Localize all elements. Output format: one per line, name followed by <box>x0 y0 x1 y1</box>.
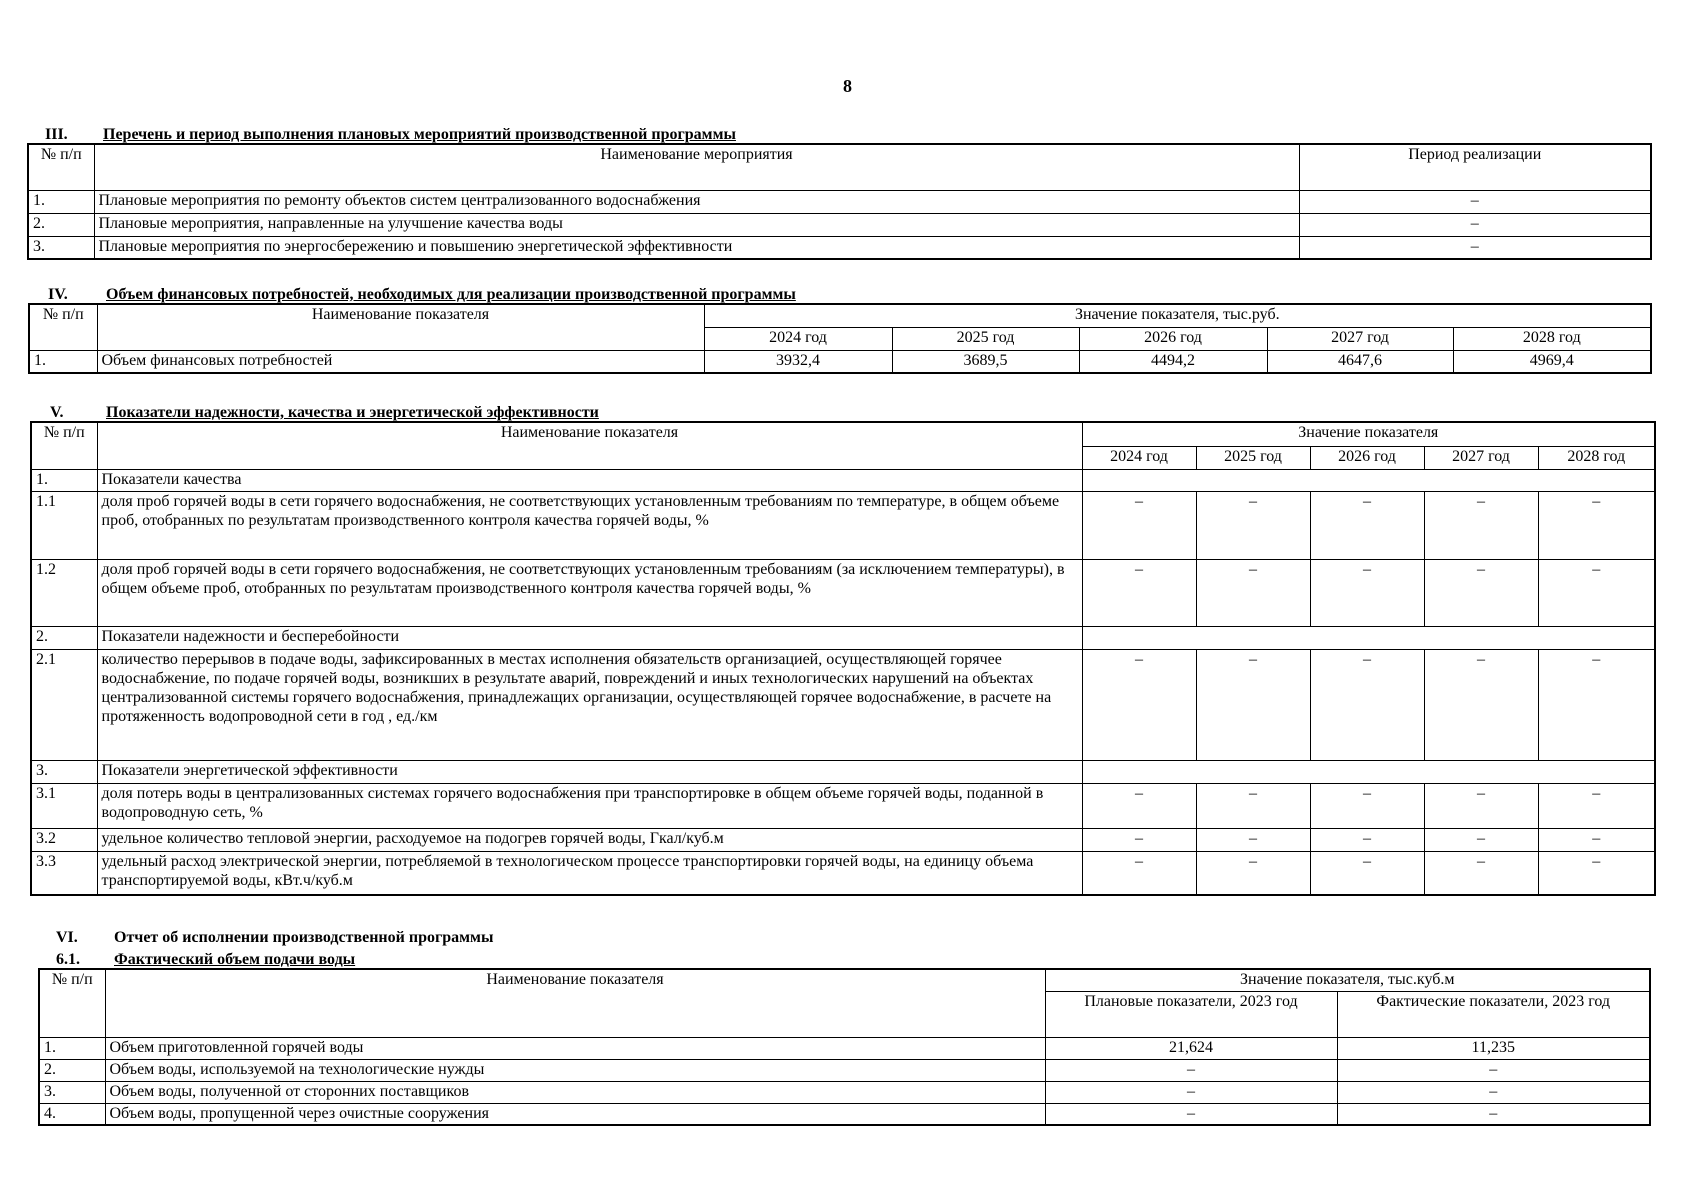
row-fact: – <box>1337 1103 1650 1125</box>
row-value: – <box>1196 783 1310 828</box>
row-num: 4. <box>39 1103 105 1125</box>
table-row <box>39 1103 1650 1125</box>
row-name: количество перерывов в подаче воды, зафиксированных в местах исполнения обязательств организацией, осуществляющей горячее водоснабжение, по подаче горячей воды, возникших в результате аварий, повреждений и иных технологических нарушений на объектах централизованной системы горячего водоснабжения, принадлежащих организации, осуществляющей горячее водоснабжение, в расчете на протяженность водопроводной сети в год , ед./км <box>97 649 1082 760</box>
table-header-row <box>28 144 1651 190</box>
row-value: – <box>1424 649 1538 760</box>
section-6-title: Отчет об исполнении производственной программы <box>114 929 494 946</box>
row-num: 2. <box>39 1059 105 1081</box>
row-period: – <box>1299 236 1651 259</box>
table-row <box>28 236 1651 259</box>
row-num: 1. <box>29 350 97 373</box>
table-row <box>39 1037 1650 1059</box>
section-6-table <box>38 968 1651 1126</box>
row-num: 3.1 <box>31 783 97 828</box>
row-value: – <box>1538 491 1655 559</box>
section-4-heading <box>48 285 796 304</box>
row-value: – <box>1310 559 1424 626</box>
col-header-year: 2026 год <box>1310 446 1424 469</box>
row-num: 1.2 <box>31 559 97 626</box>
col-header-year: 2027 год <box>1267 327 1453 350</box>
row-name: доля проб горячей воды в сети горячего водоснабжения, не соответствующих установленным требованиям по температуре, в общем объеме проб, отобранных по результатам производственного контроля качества горячей воды, % <box>97 491 1082 559</box>
row-num: 1. <box>28 190 94 213</box>
table-group-row <box>31 626 1655 649</box>
col-header-year: 2027 год <box>1424 446 1538 469</box>
table-group-row <box>31 469 1655 491</box>
row-empty <box>1082 469 1655 491</box>
row-num: 3. <box>39 1081 105 1103</box>
table-row <box>29 350 1651 373</box>
section-4-table <box>28 303 1652 374</box>
row-name: доля потерь воды в централизованных системах горячего водоснабжения при транспортировке в общем объеме горячей воды, поданной в водопроводную сеть, % <box>97 783 1082 828</box>
table-row <box>31 559 1655 626</box>
col-header-fact: Фактические показатели, 2023 год <box>1337 991 1650 1037</box>
row-value: – <box>1082 783 1196 828</box>
row-value: – <box>1310 491 1424 559</box>
row-plan: – <box>1045 1081 1337 1103</box>
col-header-year: 2028 год <box>1453 327 1651 350</box>
col-header-num: № п/п <box>28 144 94 190</box>
row-name: Плановые мероприятия, направленные на улучшение качества воды <box>94 213 1299 236</box>
row-value: – <box>1082 491 1196 559</box>
row-name: доля проб горячей воды в сети горячего водоснабжения, не соответствующих установленным требованиям (за исключением температуры), в общем объеме проб, отобранных по результатам производственного контроля качества горячей воды, % <box>97 559 1082 626</box>
row-value: – <box>1082 828 1196 851</box>
row-value: – <box>1538 783 1655 828</box>
row-name: удельное количество тепловой энергии, расходуемое на подогрев горячей воды, Гкал/куб.м <box>97 828 1082 851</box>
table-row <box>31 491 1655 559</box>
col-header-year: 2024 год <box>1082 446 1196 469</box>
table-row <box>31 828 1655 851</box>
section-3-title: Перечень и период выполнения плановых мероприятий производственной программы <box>103 126 736 143</box>
row-value: 3932,4 <box>704 350 892 373</box>
col-header-num: № п/п <box>29 304 97 350</box>
row-value: – <box>1424 828 1538 851</box>
row-name: Объем финансовых потребностей <box>97 350 704 373</box>
col-header-year: 2025 год <box>892 327 1079 350</box>
table-row <box>28 213 1651 236</box>
row-value: – <box>1082 649 1196 760</box>
row-plan: 21,624 <box>1045 1037 1337 1059</box>
section-5-title: Показатели надежности, качества и энергетической эффективности <box>106 404 599 421</box>
section-3-number: III. <box>45 126 68 143</box>
col-header-plan: Плановые показатели, 2023 год <box>1045 991 1337 1037</box>
row-name: Объем приготовленной горячей воды <box>105 1037 1045 1059</box>
row-name: Объем воды, полученной от сторонних поставщиков <box>105 1081 1045 1103</box>
row-value: – <box>1538 649 1655 760</box>
row-value: 4494,2 <box>1079 350 1267 373</box>
section-3-table <box>27 143 1652 260</box>
row-name: Плановые мероприятия по ремонту объектов систем централизованного водоснабжения <box>94 190 1299 213</box>
row-value: – <box>1424 491 1538 559</box>
row-value: – <box>1310 783 1424 828</box>
section-6-1-title: Фактический объем подачи воды <box>114 951 356 968</box>
col-header-value: Значение показателя, тыс.руб. <box>704 304 1651 327</box>
row-value: – <box>1424 783 1538 828</box>
table-header-row <box>31 422 1655 446</box>
row-period: – <box>1299 213 1651 236</box>
row-name: Показатели надежности и бесперебойности <box>97 626 1082 649</box>
table-group-row <box>31 760 1655 783</box>
row-value: 3689,5 <box>892 350 1079 373</box>
row-num: 2. <box>31 626 97 649</box>
row-plan: – <box>1045 1059 1337 1081</box>
table-row <box>28 190 1651 213</box>
row-empty <box>1082 626 1655 649</box>
row-value: – <box>1538 828 1655 851</box>
row-name: Показатели энергетической эффективности <box>97 760 1082 783</box>
col-header-value: Значение показателя, тыс.куб.м <box>1045 969 1650 991</box>
row-value: – <box>1196 851 1310 895</box>
row-value: – <box>1310 649 1424 760</box>
table-row <box>31 649 1655 760</box>
row-value: – <box>1196 828 1310 851</box>
col-header-name: Наименование показателя <box>97 304 704 350</box>
row-fact: 11,235 <box>1337 1037 1650 1059</box>
col-header-name: Наименование показателя <box>105 969 1045 1037</box>
section-5-table <box>30 421 1656 896</box>
row-value: – <box>1538 559 1655 626</box>
row-value: 4647,6 <box>1267 350 1453 373</box>
col-header-value: Значение показателя <box>1082 422 1655 446</box>
col-header-year: 2026 год <box>1079 327 1267 350</box>
row-value: – <box>1310 828 1424 851</box>
col-header-year: 2024 год <box>704 327 892 350</box>
row-value: – <box>1082 851 1196 895</box>
row-num: 1.1 <box>31 491 97 559</box>
row-num: 3. <box>28 236 94 259</box>
col-header-name: Наименование мероприятия <box>94 144 1299 190</box>
row-value: – <box>1196 491 1310 559</box>
row-value: – <box>1424 559 1538 626</box>
section-5-number: V. <box>50 404 64 421</box>
row-value: – <box>1196 649 1310 760</box>
row-period: – <box>1299 190 1651 213</box>
table-row <box>31 783 1655 828</box>
row-num: 1. <box>31 469 97 491</box>
row-value: 4969,4 <box>1453 350 1651 373</box>
row-num: 2. <box>28 213 94 236</box>
table-header-row <box>29 304 1651 327</box>
table-header-row <box>39 969 1650 991</box>
row-name: Показатели качества <box>97 469 1082 491</box>
col-header-num: № п/п <box>31 422 97 469</box>
row-value: – <box>1196 559 1310 626</box>
row-num: 3.2 <box>31 828 97 851</box>
section-6-1-heading <box>56 950 355 969</box>
row-plan: – <box>1045 1103 1337 1125</box>
table-row <box>31 851 1655 895</box>
section-4-title: Объем финансовых потребностей, необходимых для реализации производственной программы <box>106 286 796 303</box>
col-header-period: Период реализации <box>1299 144 1651 190</box>
section-6-1-number: 6.1. <box>56 951 80 968</box>
row-value: – <box>1424 851 1538 895</box>
col-header-year: 2028 год <box>1538 446 1655 469</box>
row-value: – <box>1082 559 1196 626</box>
row-fact: – <box>1337 1059 1650 1081</box>
row-num: 1. <box>39 1037 105 1059</box>
section-6-number: VI. <box>56 929 78 946</box>
row-value: – <box>1310 851 1424 895</box>
section-3-heading <box>45 125 736 144</box>
row-fact: – <box>1337 1081 1650 1103</box>
col-header-num: № п/п <box>39 969 105 1037</box>
page-number: 8 <box>843 76 852 96</box>
section-5-heading <box>50 403 599 422</box>
row-empty <box>1082 760 1655 783</box>
section-4-number: IV. <box>48 286 68 303</box>
row-name: удельный расход электрической энергии, потребляемой в технологическом процессе транспортировки горячей воды, на единицу объема транспортируемой воды, кВт.ч/куб.м <box>97 851 1082 895</box>
col-header-name: Наименование показателя <box>97 422 1082 469</box>
table-row <box>39 1059 1650 1081</box>
row-num: 3. <box>31 760 97 783</box>
table-row <box>39 1081 1650 1103</box>
row-num: 2.1 <box>31 649 97 760</box>
row-name: Объем воды, используемой на технологические нужды <box>105 1059 1045 1081</box>
row-name: Плановые мероприятия по энергосбережению и повышению энергетической эффективности <box>94 236 1299 259</box>
row-value: – <box>1538 851 1655 895</box>
row-name: Объем воды, пропущенной через очистные сооружения <box>105 1103 1045 1125</box>
section-6-heading <box>56 928 493 947</box>
col-header-year: 2025 год <box>1196 446 1310 469</box>
row-num: 3.3 <box>31 851 97 895</box>
